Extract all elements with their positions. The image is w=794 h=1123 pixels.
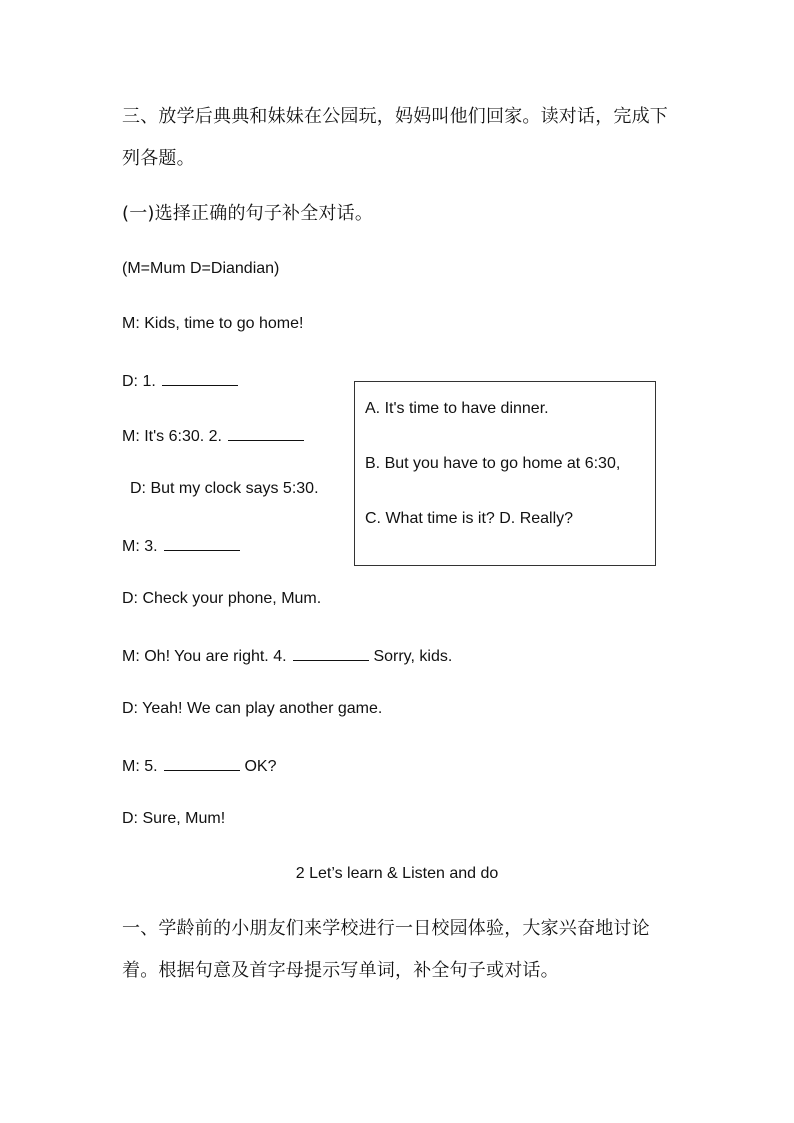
dialogue-line-10 bbox=[122, 811, 225, 827]
section1-heading-line2: 着。根据句意及首字母提示写单词，补全句子或对话。 bbox=[122, 960, 559, 981]
dialogue-text: M: It's 6:30. 2. bbox=[122, 428, 222, 445]
dialogue-text: D: Sure, Mum! bbox=[122, 810, 226, 827]
dialogue-text: M: Oh! You are right. 4. bbox=[122, 648, 287, 665]
answer-blank-1[interactable] bbox=[162, 371, 238, 386]
section-heading-line1: 三、放学后典典和妹妹在公园玩，妈妈叫他们回家。读对话，完成下 bbox=[122, 106, 668, 127]
dialogue-text: D: Yeah! We can play another game. bbox=[122, 700, 383, 717]
lesson-title: 2 Let’s learn & Listen and do bbox=[295, 865, 499, 882]
dialogue-text: M: 3. bbox=[122, 538, 158, 555]
dialogue-text: M: 5. bbox=[122, 758, 158, 775]
answer-blank-5[interactable] bbox=[164, 756, 240, 771]
section-heading-line2: 列各题。 bbox=[122, 148, 195, 169]
options-box bbox=[354, 381, 656, 566]
section1-heading-line1: 一、学龄前的小朋友们来学校进行一日校园体验，大家兴奋地讨论 bbox=[122, 918, 650, 939]
dialogue-line-6 bbox=[122, 591, 321, 607]
dialogue-line-7 bbox=[122, 646, 452, 665]
answer-blank-2[interactable] bbox=[228, 426, 304, 441]
dialogue-line-4 bbox=[130, 481, 319, 497]
roles-legend: (M=Mum D=Diandian) bbox=[122, 260, 280, 277]
dialogue-text: M: Kids, time to go home! bbox=[122, 315, 304, 332]
dialogue-text: D: 1. bbox=[122, 373, 156, 390]
option-b: B. But you have to go home at 6:30, bbox=[365, 455, 621, 472]
option-a: A. It's time to have dinner. bbox=[365, 400, 549, 417]
dialogue-line-9 bbox=[122, 756, 276, 775]
dialogue-text: D: But my clock says 5:30. bbox=[130, 480, 319, 497]
dialogue-line-2 bbox=[122, 371, 238, 390]
dialogue-suffix: Sorry, kids. bbox=[373, 648, 453, 665]
answer-blank-3[interactable] bbox=[164, 536, 240, 551]
part-title: (一)选择正确的句子补全对话。 bbox=[122, 203, 374, 224]
dialogue-line-3 bbox=[122, 426, 304, 445]
dialogue-text: D: Check your phone, Mum. bbox=[122, 590, 322, 607]
dialogue-line-5 bbox=[122, 536, 240, 555]
dialogue-line-1 bbox=[122, 316, 303, 332]
answer-blank-4[interactable] bbox=[293, 646, 369, 661]
option-c-d: C. What time is it? D. Really? bbox=[365, 510, 574, 527]
dialogue-line-8 bbox=[122, 701, 382, 717]
dialogue-suffix: OK? bbox=[244, 758, 277, 775]
